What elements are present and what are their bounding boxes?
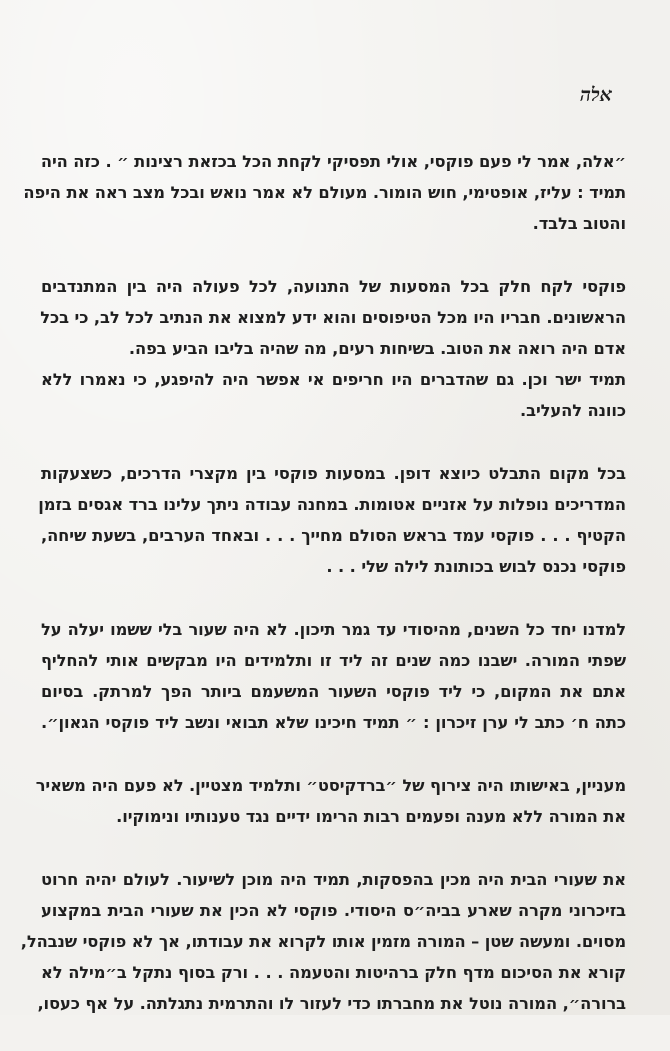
text-line: בזיכרוני מקרה שארע בביה״ס היסודי. פוקסי לא הכין את שעורי הבית במקצוע <box>41 901 626 920</box>
page-header: אלה <box>579 84 612 106</box>
text-line: בכל מקום התבלט כיוצא דופן. במסעות פוקסי בין מקצרי הדרכים, כשצעקות <box>41 464 626 483</box>
text-line: תמיד : עליז, אופטימי, חוש הומור. מעולם לא אמר נואש ובכל מצב ראה את היפה <box>23 183 626 202</box>
text-line: ״אלה, אמר לי פעם פוקסי, אולי תפסיקי לקחת הכל בכזאת רצינות ״ . כזה היה <box>40 152 626 171</box>
text-line: מעניין, באישותו היה צירוף של ״ברדקיסט״ ותלמיד מצטיין. לא פעם היה משאיר <box>35 776 626 795</box>
paragraph-4 <box>41 614 626 738</box>
text-line: אדם היה רואה את הטוב. בשיחות רעים, מה שהיה בליבו הביע בפה. <box>128 339 626 358</box>
text-line: תמיד ישר וכן. גם שהדברים היו חריפים אי אפשר היה להיפגע, כי נאמרו ללא <box>41 370 626 389</box>
paragraph-6 <box>20 864 626 1019</box>
text-line: פוקסי לקח חלק בכל המסעות של התנועה, לכל פעולה היה בין המתנדבים <box>41 277 626 296</box>
text-line: המדריכים נופלות על אזניים אטומות. במחנה עבודה ניתך עלינו ברד אגסים בזמן <box>38 495 626 514</box>
text-line: הקטיף . . . פוקסי עמד בראש הסולם מחייך . . . ובאחד הערבים, בשעת שיחה, <box>41 526 626 545</box>
text-line: קורא את הסיכום מדף חלק ברהיטות והטעמה . . . ורק בסוף נתקל ב״מילה לא <box>41 963 626 982</box>
paragraph-5 <box>35 770 626 832</box>
text-line: כוונה להעליב. <box>520 401 626 420</box>
paragraph-2 <box>41 271 626 426</box>
text-line: למדנו יחד כל השנים, מהיסודי עד גמר תיכון. לא היה שעור בלי ששמו יעלה על <box>41 620 626 639</box>
body-text <box>20 146 626 1051</box>
text-line: מסוים. ומעשה שטן – המורה מזמין אותו לקרוא את עבודתו, אך לא פוקסי שנבהל, <box>20 932 626 951</box>
paragraph-3 <box>38 458 626 582</box>
text-line: והטוב בלבד. <box>532 214 626 233</box>
paragraph-1 <box>23 146 626 239</box>
text-line: שפתי המורה. ישבנו כמה שנים זה ליד זו ותלמידים היו מבקשים אותי להחליף <box>41 651 626 670</box>
text-line: אתם את המקום, כי ליד פוקסי השעור המשעמם ביותר הפך למרתק. בסיום <box>41 682 626 701</box>
text-line: כתה ח׳ כתב לי ערן זיכרון : ״ תמיד חיכינו שלא תבואי ונשב ליד פוקסי הגאון״. <box>41 713 626 732</box>
text-line: פוקסי נכנס לבוש בכותונת לילה שלי . . . <box>326 557 626 576</box>
text-line: ברורה״, המורה נוטל את מחברתו כדי לעזור לו והתרמית נתגלתה. על אף כעסו, <box>37 994 626 1013</box>
text-line: הראשונים. חבריו היו מכל הטיפוסים והוא ידע למצוא את הנתיב לכל לב, כי בכל <box>40 308 626 327</box>
text-line: את שעורי הבית היה מכין בהפסקות, תמיד היה מוכן לשיעור. לעולם יהיה חרוט <box>41 870 626 889</box>
text-line: את המורה ללא מענה ופעמים רבות הרימו ידיים נגד טענותיו ונימוקיו. <box>116 807 626 826</box>
